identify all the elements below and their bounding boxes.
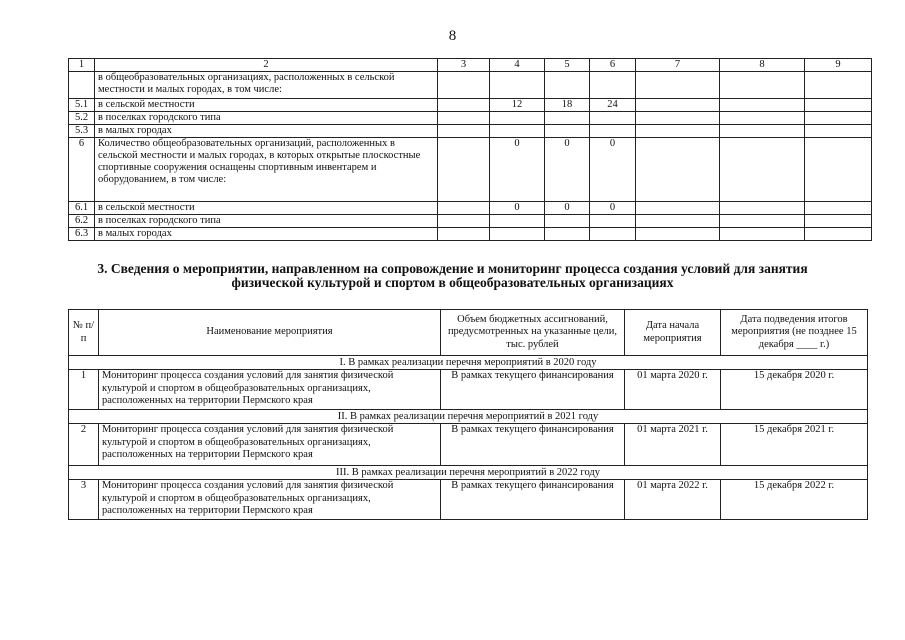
table-row bbox=[69, 112, 872, 125]
row-description: в малых городах bbox=[95, 228, 438, 241]
cell bbox=[720, 99, 805, 112]
cell bbox=[636, 125, 720, 138]
cell bbox=[805, 138, 872, 202]
header-start-date: Дата начала мероприятия bbox=[625, 310, 721, 356]
cell bbox=[490, 112, 545, 125]
cell: 0 bbox=[545, 138, 590, 202]
table-row bbox=[69, 99, 872, 112]
table-header-row bbox=[69, 59, 872, 72]
cell bbox=[805, 125, 872, 138]
row-description: в малых городах bbox=[95, 125, 438, 138]
start-date: 01 марта 2020 г. bbox=[625, 370, 721, 410]
group-row bbox=[69, 356, 868, 370]
table-row bbox=[69, 370, 868, 410]
row-description: в сельской местности bbox=[95, 202, 438, 215]
table-row bbox=[69, 125, 872, 138]
cell bbox=[720, 215, 805, 228]
row-number: 2 bbox=[69, 424, 99, 466]
column-header: 7 bbox=[636, 59, 720, 72]
group-title: III. В рамках реализации перечня мероприятий в 2022 году bbox=[69, 466, 868, 480]
measure-name: Мониторинг процесса создания условий для занятия физической культурой и спортом в общеобразовательных организациях, расположенных на территории Пермского края bbox=[99, 370, 441, 410]
cell bbox=[438, 138, 490, 202]
section-title: 3. Сведения о мероприятии, направленном на сопровождение и мониторинг процесса создания условий для занятия физической культурой и спортом в общеобразовательных организациях bbox=[97, 261, 808, 290]
end-date: 15 декабря 2020 г. bbox=[721, 370, 868, 410]
start-date: 01 марта 2022 г. bbox=[625, 480, 721, 520]
cell bbox=[720, 202, 805, 215]
cell bbox=[805, 72, 872, 99]
row-number: 6.2 bbox=[69, 215, 95, 228]
cell bbox=[805, 215, 872, 228]
table-row bbox=[69, 202, 872, 215]
row-number bbox=[69, 72, 95, 99]
cell: 0 bbox=[590, 138, 636, 202]
cell: 0 bbox=[490, 202, 545, 215]
table-row bbox=[69, 215, 872, 228]
indicators-table bbox=[68, 58, 872, 241]
budget-cell: В рамках текущего финансирования bbox=[441, 424, 625, 466]
table-header-row bbox=[69, 310, 868, 356]
row-number: 3 bbox=[69, 480, 99, 520]
group-title: II. В рамках реализации перечня мероприятий в 2021 году bbox=[69, 410, 868, 424]
cell bbox=[805, 99, 872, 112]
cell bbox=[590, 72, 636, 99]
cell bbox=[545, 125, 590, 138]
cell: 24 bbox=[590, 99, 636, 112]
column-header: 8 bbox=[720, 59, 805, 72]
row-number: 5.2 bbox=[69, 112, 95, 125]
row-description: в общеобразовательных организациях, расположенных в сельской местности и малых городах, в том числе: bbox=[95, 72, 438, 99]
cell bbox=[720, 125, 805, 138]
cell bbox=[545, 228, 590, 241]
cell bbox=[636, 99, 720, 112]
page-number: 8 bbox=[448, 28, 457, 44]
row-number: 5.1 bbox=[69, 99, 95, 112]
end-date: 15 декабря 2021 г. bbox=[721, 424, 868, 466]
cell bbox=[636, 215, 720, 228]
budget-cell: В рамках текущего финансирования bbox=[441, 480, 625, 520]
cell bbox=[438, 125, 490, 138]
group-row bbox=[69, 466, 868, 480]
cell bbox=[438, 112, 490, 125]
table-row bbox=[69, 72, 872, 99]
column-header: 9 bbox=[805, 59, 872, 72]
cell bbox=[490, 228, 545, 241]
row-number: 1 bbox=[69, 370, 99, 410]
row-description: в сельской местности bbox=[95, 99, 438, 112]
cell bbox=[805, 228, 872, 241]
cell: 18 bbox=[545, 99, 590, 112]
cell bbox=[545, 72, 590, 99]
cell bbox=[720, 72, 805, 99]
cell bbox=[720, 138, 805, 202]
row-number: 6.1 bbox=[69, 202, 95, 215]
cell bbox=[805, 202, 872, 215]
header-end-date: Дата подведения итогов мероприятия (не позднее 15 декабря ____ г.) bbox=[721, 310, 868, 356]
table-row bbox=[69, 424, 868, 466]
header-name: Наименование мероприятия bbox=[99, 310, 441, 356]
table-row bbox=[69, 138, 872, 202]
column-header: 1 bbox=[69, 59, 95, 72]
cell bbox=[438, 215, 490, 228]
cell: 0 bbox=[545, 202, 590, 215]
column-header: 2 bbox=[95, 59, 438, 72]
cell bbox=[438, 228, 490, 241]
cell: 0 bbox=[490, 138, 545, 202]
table-row bbox=[69, 480, 868, 520]
header-num: № п/п bbox=[69, 310, 99, 356]
header-budget: Объем бюджетных ассигнований, предусмотренных на указанные цели, тыс. рублей bbox=[441, 310, 625, 356]
cell bbox=[438, 202, 490, 215]
row-description: в поселках городского типа bbox=[95, 112, 438, 125]
table-row bbox=[69, 228, 872, 241]
column-header: 5 bbox=[545, 59, 590, 72]
cell bbox=[545, 112, 590, 125]
cell bbox=[720, 228, 805, 241]
cell bbox=[636, 228, 720, 241]
cell bbox=[490, 215, 545, 228]
row-number: 6.3 bbox=[69, 228, 95, 241]
measure-name: Мониторинг процесса создания условий для занятия физической культурой и спортом в общеобразовательных организациях, расположенных на территории Пермского края bbox=[99, 480, 441, 520]
cell: 12 bbox=[490, 99, 545, 112]
column-header: 6 bbox=[590, 59, 636, 72]
start-date: 01 марта 2021 г. bbox=[625, 424, 721, 466]
end-date: 15 декабря 2022 г. bbox=[721, 480, 868, 520]
row-description: Количество общеобразовательных организаций, расположенных в сельской местности и малых городах, в которых открытые плоскостные спортивные сооружения оснащены спортивным инвентарем и оборудованием, в том числе: bbox=[95, 138, 438, 202]
column-header: 3 bbox=[438, 59, 490, 72]
measure-name: Мониторинг процесса создания условий для занятия физической культурой и спортом в общеобразовательных организациях, расположенных на территории Пермского края bbox=[99, 424, 441, 466]
budget-cell: В рамках текущего финансирования bbox=[441, 370, 625, 410]
cell bbox=[805, 112, 872, 125]
measures-table bbox=[68, 309, 868, 520]
cell bbox=[590, 125, 636, 138]
cell bbox=[490, 125, 545, 138]
cell bbox=[545, 215, 590, 228]
row-number: 5.3 bbox=[69, 125, 95, 138]
cell bbox=[438, 72, 490, 99]
cell bbox=[636, 112, 720, 125]
row-number: 6 bbox=[69, 138, 95, 202]
cell bbox=[438, 99, 490, 112]
row-description: в поселках городского типа bbox=[95, 215, 438, 228]
cell bbox=[636, 202, 720, 215]
cell bbox=[636, 72, 720, 99]
cell bbox=[490, 72, 545, 99]
cell: 0 bbox=[590, 202, 636, 215]
group-row bbox=[69, 410, 868, 424]
cell bbox=[590, 228, 636, 241]
column-header: 4 bbox=[490, 59, 545, 72]
cell bbox=[636, 138, 720, 202]
group-title: I. В рамках реализации перечня мероприятий в 2020 году bbox=[69, 356, 868, 370]
cell bbox=[590, 215, 636, 228]
cell bbox=[590, 112, 636, 125]
cell bbox=[720, 112, 805, 125]
